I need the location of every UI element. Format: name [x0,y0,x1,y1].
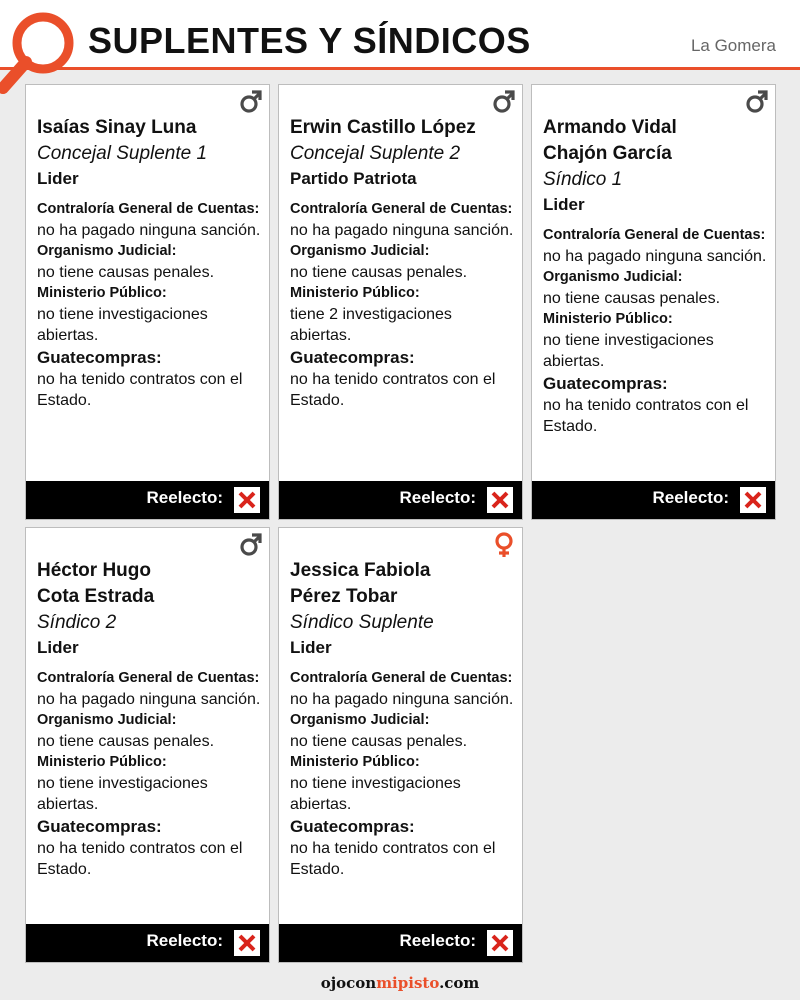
contraloria-section [37,668,261,710]
ministerio-label: Ministerio Público: [290,285,420,301]
reelecto-label: Reelecto: [399,488,476,507]
candidate-name: Pérez Tobar [290,586,398,607]
candidate-card [278,527,523,963]
reelecto-bar [279,924,522,962]
candidate-party: Lider [37,169,79,188]
contraloria-label: Contraloría General de Cuentas: [37,201,260,217]
guatecompras-section [543,372,767,437]
reelecto-bar [279,481,522,519]
contraloria-section [37,199,261,241]
ministerio-label: Ministerio Público: [543,311,673,327]
card-body [543,115,767,437]
candidate-party: Lider [37,638,79,657]
cross-icon [487,930,513,956]
judicial-text: no tiene causas penales. [290,264,468,281]
guatecompras-text: no ha tenido contratos con el Estado. [37,840,243,878]
candidate-name: Héctor Hugo [37,560,151,581]
contraloria-text: no ha pagado ninguna sanción. [290,222,514,239]
ministerio-section [290,283,514,346]
judicial-section [37,710,261,752]
cross-icon [740,487,766,513]
judicial-section [290,241,514,283]
ministerio-label: Ministerio Público: [37,285,167,301]
male-symbol-icon [239,89,263,115]
candidate-name: Jessica Fabiola [290,560,431,581]
judicial-section [543,267,767,309]
page-title: SUPLENTES Y SÍNDICOS [88,20,531,61]
male-symbol-icon [492,89,516,115]
ministerio-section [37,283,261,346]
site-credit-part3: .com [439,974,480,992]
guatecompras-text: no ha tenido contratos con el Estado. [290,840,496,878]
candidate-party: Lider [543,195,585,214]
ministerio-section [290,752,514,815]
reelecto-label: Reelecto: [146,931,223,950]
ministerio-section [543,309,767,372]
candidate-role: Síndico Suplente [290,612,434,633]
guatecompras-section [37,346,261,411]
reelecto-bar [26,924,269,962]
reelecto-label: Reelecto: [146,488,223,507]
guatecompras-section [290,346,514,411]
candidate-name: Chajón García [543,143,672,164]
contraloria-label: Contraloría General de Cuentas: [37,670,260,686]
cross-icon [234,487,260,513]
guatecompras-label: Guatecompras: [37,817,162,836]
contraloria-text: no ha pagado ninguna sanción. [37,691,261,708]
contraloria-section [290,668,514,710]
judicial-label: Organismo Judicial: [37,243,177,259]
candidate-role: Síndico 1 [543,169,623,190]
judicial-text: no tiene causas penales. [543,290,721,307]
site-credit-part2: mipisto [376,974,440,992]
candidate-card [531,84,776,520]
judicial-label: Organismo Judicial: [543,269,683,285]
ministerio-label: Ministerio Público: [37,754,167,770]
judicial-text: no tiene causas penales. [37,264,215,281]
judicial-label: Organismo Judicial: [290,712,430,728]
female-symbol-icon [492,532,516,558]
guatecompras-label: Guatecompras: [37,348,162,367]
candidate-name: Cota Estrada [37,586,155,607]
location-label: La Gomera [690,36,776,55]
contraloria-text: no ha pagado ninguna sanción. [37,222,261,239]
candidate-role: Concejal Suplente 2 [290,143,461,164]
ministerio-label: Ministerio Público: [290,754,420,770]
contraloria-section [543,225,767,267]
card-body [37,558,261,880]
contraloria-text: no ha pagado ninguna sanción. [543,248,767,265]
ministerio-section [37,752,261,815]
male-symbol-icon [239,532,263,558]
candidate-name: Isaías Sinay Luna [37,117,197,138]
candidate-role: Síndico 2 [37,612,117,633]
guatecompras-label: Guatecompras: [543,374,668,393]
judicial-section [37,241,261,283]
candidate-party: Lider [290,638,332,657]
judicial-label: Organismo Judicial: [290,243,430,259]
card-body [37,115,261,411]
cross-icon [234,930,260,956]
ministerio-text: no tiene investigaciones abiertas. [37,775,208,813]
guatecompras-label: Guatecompras: [290,348,415,367]
judicial-text: no tiene causas penales. [37,733,215,750]
candidate-card [25,527,270,963]
contraloria-section [290,199,514,241]
candidate-card [25,84,270,520]
ministerio-text: no tiene investigaciones abiertas. [290,775,461,813]
header-divider [0,67,800,70]
ministerio-text: no tiene investigaciones abiertas. [37,306,208,344]
card-body [290,558,514,880]
guatecompras-section [37,815,261,880]
reelecto-label: Reelecto: [652,488,729,507]
guatecompras-label: Guatecompras: [290,817,415,836]
cross-icon [487,487,513,513]
guatecompras-text: no ha tenido contratos con el Estado. [37,371,243,409]
reelecto-label: Reelecto: [399,931,476,950]
contraloria-text: no ha pagado ninguna sanción. [290,691,514,708]
guatecompras-text: no ha tenido contratos con el Estado. [290,371,496,409]
candidate-name: Erwin Castillo López [290,117,476,138]
judicial-label: Organismo Judicial: [37,712,177,728]
site-credit[interactable] [0,974,800,992]
judicial-section [290,710,514,752]
candidate-role: Concejal Suplente 1 [37,143,208,164]
site-credit-part1: ojocon [320,974,377,992]
guatecompras-text: no ha tenido contratos con el Estado. [543,397,749,435]
candidate-card [278,84,523,520]
page-header [0,0,800,70]
judicial-text: no tiene causas penales. [290,733,468,750]
candidate-party: Partido Patriota [290,169,417,188]
ministerio-text: tiene 2 investigaciones abiertas. [290,306,452,344]
male-symbol-icon [745,89,769,115]
ministerio-text: no tiene investigaciones abiertas. [543,332,714,370]
reelecto-bar [26,481,269,519]
reelecto-bar [532,481,775,519]
contraloria-label: Contraloría General de Cuentas: [290,201,513,217]
candidate-name: Armando Vidal [543,117,677,138]
guatecompras-section [290,815,514,880]
contraloria-label: Contraloría General de Cuentas: [543,227,766,243]
card-body [290,115,514,411]
contraloria-label: Contraloría General de Cuentas: [290,670,513,686]
